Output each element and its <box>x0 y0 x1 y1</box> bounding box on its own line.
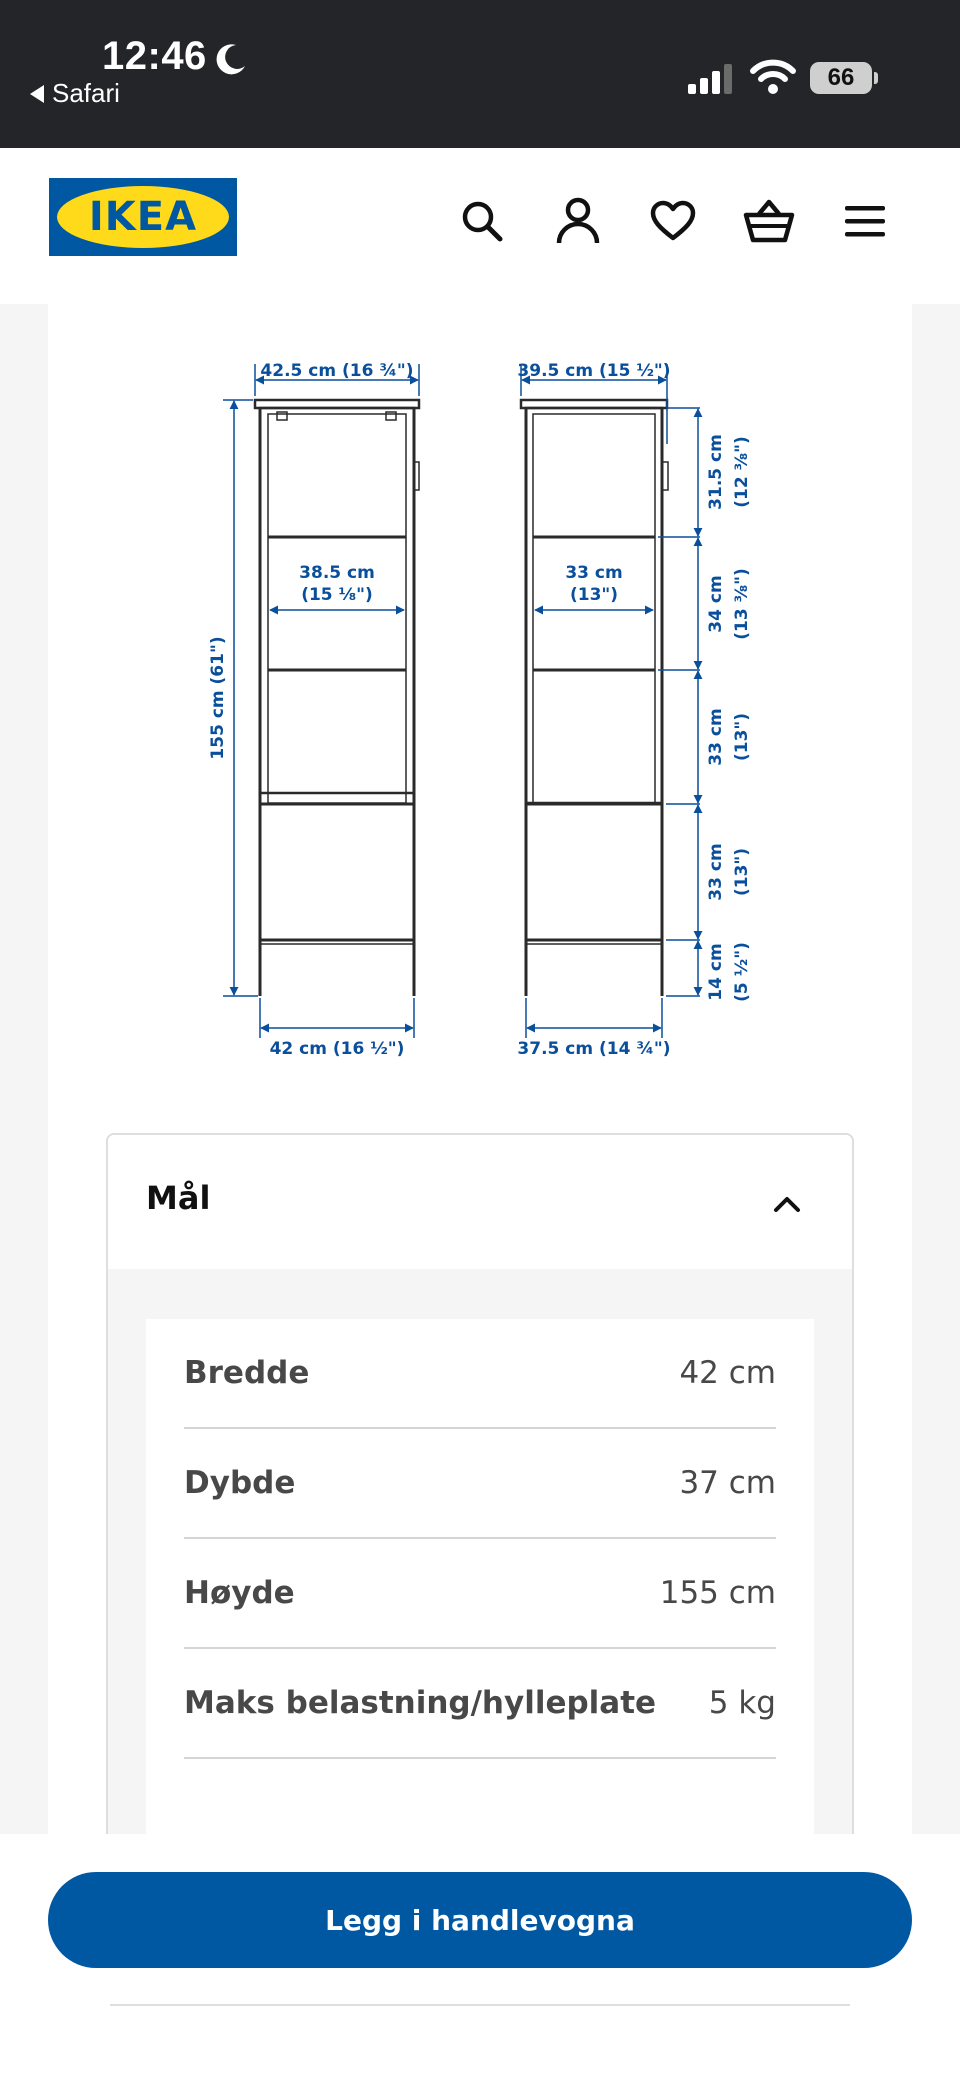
logo-text: IKEA <box>88 194 198 240</box>
front-top-width-label: 42.5 cm (16 ¾") <box>260 361 414 381</box>
add-to-cart-bar <box>0 1834 960 2087</box>
cabinet-front-view <box>255 400 419 996</box>
ikea-logo[interactable] <box>49 178 237 256</box>
spec-label: Dybde <box>184 1465 296 1501</box>
spec-label: Maks belastning/hylleplate <box>184 1685 657 1721</box>
spec-value: 37 cm <box>679 1465 776 1501</box>
heart-icon[interactable] <box>644 192 702 250</box>
segment-1-cm: 31.5 cm <box>706 434 726 510</box>
front-height-label: 155 cm (61") <box>208 636 228 760</box>
segment-5-in: (5 ½") <box>732 942 752 1002</box>
front-inner-width-label-in: (15 ⅛") <box>301 585 373 605</box>
segment-3-cm: 33 cm <box>706 708 726 766</box>
segment-5-cm: 14 cm <box>706 943 726 1001</box>
back-app-label: Safari <box>52 78 120 108</box>
account-icon[interactable] <box>549 192 607 250</box>
side-inner-depth-label-in: (13") <box>569 585 619 605</box>
status-time: 12:46 <box>102 34 207 78</box>
site-header <box>0 148 960 304</box>
segment-4-in: (13") <box>732 847 752 897</box>
spec-value: 155 cm <box>659 1575 776 1611</box>
shopping-cart-icon[interactable] <box>740 192 798 250</box>
menu-icon[interactable] <box>836 192 894 250</box>
back-arrow-icon <box>30 85 44 103</box>
dimension-lines <box>223 364 700 1038</box>
spec-value: 42 cm <box>679 1355 776 1391</box>
side-bottom-depth-label: 37.5 cm (14 ¾") <box>517 1039 671 1059</box>
segment-1-in: (12 ⅜") <box>732 436 752 508</box>
spec-row-width <box>184 1319 776 1429</box>
battery-indicator: 66 <box>810 62 872 94</box>
spec-value: 5 kg <box>708 1685 776 1721</box>
segment-2-cm: 34 cm <box>706 575 726 633</box>
side-inner-depth-label-cm: 33 cm <box>565 563 623 583</box>
cellular-signal-icon <box>688 64 734 94</box>
segment-4-cm: 33 cm <box>706 843 726 901</box>
add-to-cart-button[interactable]: Legg i handlevogna <box>48 1872 912 1968</box>
product-content <box>48 304 912 2087</box>
front-bottom-width-label: 42 cm (16 ½") <box>269 1039 405 1059</box>
spec-row-max-load <box>184 1649 776 1759</box>
spec-label: Bredde <box>184 1355 310 1391</box>
chevron-up-icon[interactable] <box>772 1189 802 1219</box>
segment-2-in: (13 ⅜") <box>732 568 752 640</box>
dimension-drawing <box>48 304 912 1074</box>
side-top-depth-label: 39.5 cm (15 ½") <box>517 361 671 381</box>
front-inner-width-label-cm: 38.5 cm <box>299 563 375 583</box>
logo-oval <box>57 186 229 248</box>
spec-label: Høyde <box>184 1575 295 1611</box>
wifi-icon <box>750 58 796 94</box>
segment-3-in: (13") <box>732 712 752 762</box>
moon-icon <box>214 42 248 76</box>
spec-row-depth <box>184 1429 776 1539</box>
back-to-safari-link[interactable] <box>30 78 120 109</box>
status-bar <box>0 0 960 148</box>
search-icon[interactable] <box>453 192 511 250</box>
spec-row-height <box>184 1539 776 1649</box>
cabinet-side-view <box>521 400 668 996</box>
dimensions-title: Mål <box>146 1179 211 1217</box>
battery-nub <box>874 72 878 84</box>
divider <box>110 2004 850 2006</box>
dimensions-accordion-header[interactable] <box>108 1135 852 1269</box>
